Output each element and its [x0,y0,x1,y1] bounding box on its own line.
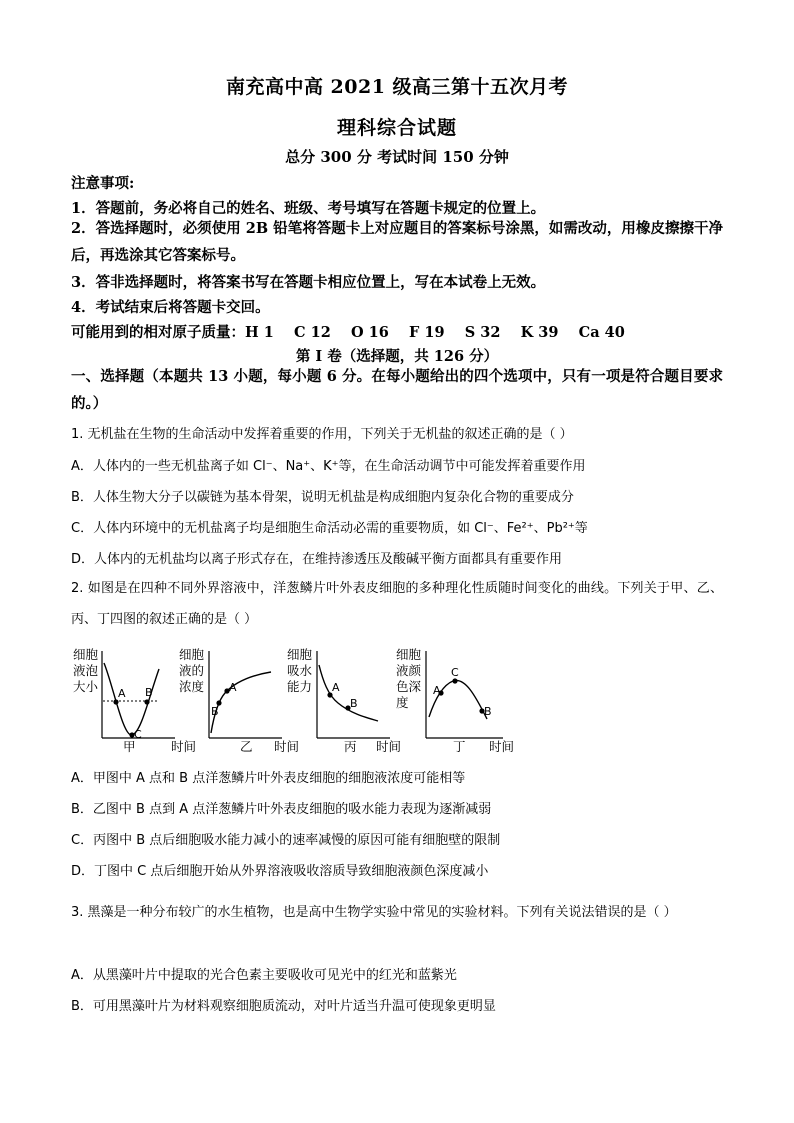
graph-yi-ylabel-1: 细胞 [179,647,205,662]
graph-yi-ylabel-3: 浓度 [179,679,205,694]
graph-yi-label-b: B [211,705,219,718]
section-instruction: 一、选择题（本题共 13 小题，每小题 6 分。在每小题给出的四个选项中，只有一项是符合题目要求的。） [71,368,723,412]
graph-ding-label-c: C [451,666,459,679]
notes-item: 3．答非选择题时，将答案书写在答题卡相应位置上，写在本试卷上无效。 [71,274,546,291]
graph-bing-ylabel-1: 细胞 [287,647,313,662]
question-2-option-c: C．丙图中 B 点后细胞吸水能力减小的速率减慢的原因可能有细胞壁的限制 [71,833,501,848]
graph-ding [395,645,520,755]
graph-ding-ylabel-4: 度 [396,695,409,710]
question-3-option-b: B．可用黑藻叶片为材料观察细胞质流动，对叶片适当升温可使现象更明显 [71,999,496,1014]
notes-item: 2．答选择题时，必须使用 2B 铅笔将答题卡上对应题目的答案标号涂黑，如需改动，用橡皮擦擦干净后，再选涂其它答案标号。 [71,220,723,264]
graph-bing-caption: 丙 [344,739,357,754]
graph-yi-ylabel-2: 液的 [179,663,205,678]
question-1-option-c: C．人体内环境中的无机盐离子均是细胞生命活动必需的重要物质，如 Cl⁻、Fe²⁺、Pb²⁺等 [71,521,588,536]
graph-ding-ylabel-2: 液颜 [396,663,422,678]
question-3-option-a: A．从黑藻叶片中提取的光合色素主要吸收可见光中的红光和蓝紫光 [71,968,457,983]
question-1-option-a: A．人体内的一些无机盐离子如 Cl⁻、Na⁺、K⁺等，在生命活动调节中可能发挥着重要作用 [71,459,586,474]
question-1-option-d: D．人体内的无机盐均以离子形式存在，在维持渗透压及酸碱平衡方面都具有重要作用 [71,552,563,567]
question-3-stem: 3. 黑藻是一种分布较广的水生植物，也是高中生物学实验中常见的实验材料。下列有关说法错误的是（ ） [71,905,677,920]
graph-jia-point-b [144,699,149,704]
question-2-option-b: B．乙图中 B 点到 A 点洋葱鳞片叶外表皮细胞的吸水能力表现为逐渐减弱 [71,802,492,817]
question-1-option-b: B．人体生物大分子以碳链为基本骨架，说明无机盐是构成细胞内复杂化合物的重要成分 [71,490,574,505]
exam-info: 总分 300 分 考试时间 150 分钟 [285,148,509,166]
graph-bing-label-a: A [332,681,340,694]
question-2-option-d: D．丁图中 C 点后细胞开始从外界溶液吸收溶质导致细胞液颜色深度减小 [71,864,489,879]
question-2-stem: 2. 如图是在四种不同外界溶液中，洋葱鳞片叶外表皮细胞的多种理化性质随时间变化的曲线。下列关于甲、乙、丙、丁四图的叙述正确的是（ ） [71,581,723,627]
graph-bing-ylabel-3: 能力 [287,679,313,694]
question-2-figure [71,645,531,755]
graph-yi-label-a: A [229,681,237,694]
exam-subtitle: 理科综合试题 [336,117,457,139]
graph-jia-label-a: A [118,687,126,700]
graph-jia-ylabel-2: 液泡 [73,663,99,678]
graph-jia-curve [104,663,159,735]
graph-jia-label-c: C [134,728,142,741]
graph-ding-label-b: B [484,705,492,718]
graph-bing-curve [319,665,378,721]
graph-bing-label-b: B [350,697,358,710]
graph-ding-ylabel-3: 色深 [396,679,422,694]
graph-ding-label-a: A [433,684,441,697]
notes-heading: 注意事项: [71,175,135,192]
graph-bing-xlabel: 时间 [376,739,402,754]
section-title: 第 Ⅰ 卷（选择题，共 126 分） [295,348,499,365]
graph-ding-ylabel-1: 细胞 [396,647,422,662]
question-2-option-a: A．甲图中 A 点和 B 点洋葱鳞片叶外表皮细胞的细胞液浓度可能相等 [71,771,466,786]
graph-ding-caption: 丁 [453,739,466,754]
graph-jia-caption: 甲 [123,739,136,754]
exam-title: 南充高中高 2021 级高三第十五次月考 [225,76,569,98]
graph-yi-xlabel: 时间 [274,739,300,754]
notes-item: 4．考试结束后将答题卡交回。 [71,299,270,316]
graph-bing-ylabel-2: 吸水 [287,663,313,678]
question-1-stem: 1. 无机盐在生物的生命活动中发挥着重要的作用，下列关于无机盐的叙述正确的是（ ） [71,427,573,442]
graph-yi-caption: 乙 [240,739,253,754]
graph-jia-point-a [113,699,118,704]
graph-jia-ylabel-3: 大小 [73,679,99,694]
graph-ding-xlabel: 时间 [489,739,515,754]
notes-item: 1．答题前，务必将自己的姓名、班级、考号填写在答题卡规定的位置上。 [71,200,546,217]
graph-jia-ylabel-1: 细胞 [73,647,99,662]
graph-ding-point-c [452,678,457,683]
graph-jia-xlabel: 时间 [171,739,197,754]
graph-jia-label-b: B [145,686,153,699]
atomic-masses: 可能用到的相对原子质量：H 1 C 12 O 16 F 19 S 32 K 39 Ca 40 [71,324,625,341]
graph-bing [286,645,401,755]
